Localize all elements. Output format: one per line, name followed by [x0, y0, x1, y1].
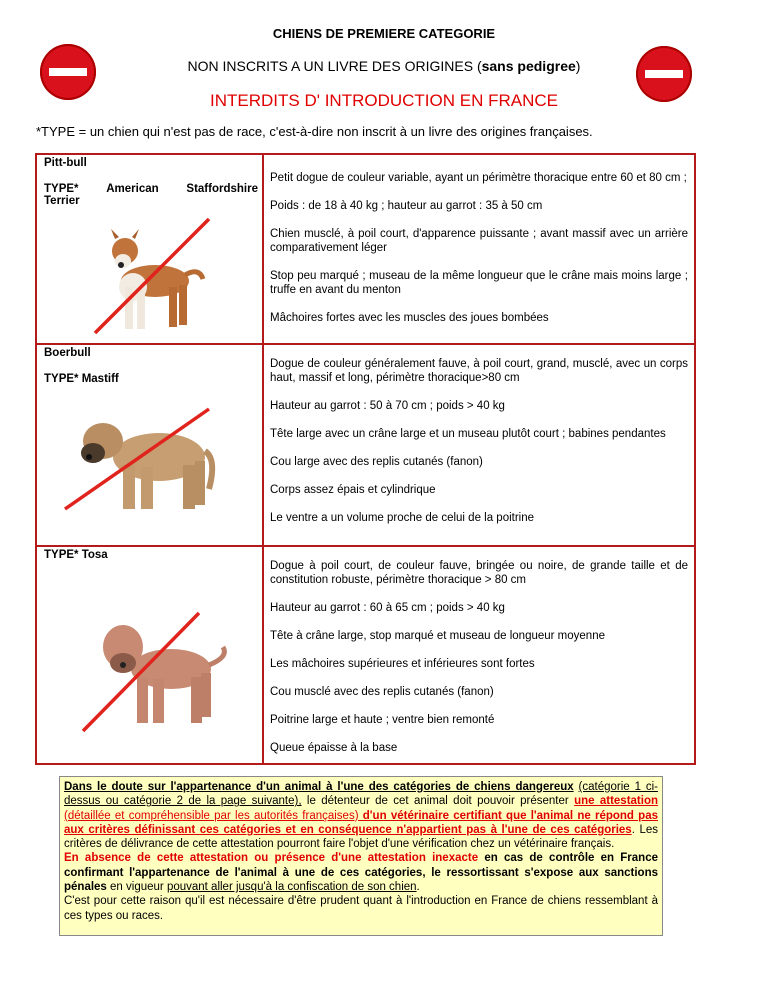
trait-text: Dogue de couleur généralement fauve, à poil court, grand, musclé, avec un corps haut, massif et long, périmètre thoracique>80 cm — [270, 358, 688, 384]
trait-text: Dogue à poil court, de couleur fauve, bringée ou noire, de grande taille et de constitution robuste, périmètre thoracique > 80 cm — [270, 560, 688, 586]
trait-text: Queue épaisse à la base — [270, 742, 398, 754]
breed-info-cell — [36, 154, 263, 344]
breed-name: Pitt-bull — [44, 157, 87, 169]
trait-text: Stop peu marqué ; museau de la même longueur que le crâne mais moins large ; truffe en avant du menton — [270, 270, 688, 296]
trait-text: Tête à crâne large, stop marqué et museau de longueur moyenne — [270, 630, 605, 642]
crossed-out-dog-photo-icon — [59, 399, 229, 521]
breeds-table — [35, 153, 696, 765]
trait-text: Hauteur au garrot : 60 à 65 cm ; poids > 40 kg — [270, 602, 505, 614]
breed-info-cell — [36, 344, 263, 546]
trait-text: Chien musclé, à poil court, d'apparence puissante ; avant massif avec un arrière comparativement léger — [270, 228, 688, 254]
breed-name: Boerbull — [44, 347, 91, 359]
crossed-out-dog-photo-icon — [77, 217, 227, 343]
trait-text: Le ventre a un volume proche de celui de la poitrine — [270, 512, 535, 524]
breed-info-cell — [36, 546, 263, 764]
trait-text: Poids : de 18 à 40 kg ; hauteur au garrot : 35 à 50 cm — [270, 200, 543, 212]
trait-text: Petit dogue de couleur variable, ayant un périmètre thoracique entre 60 et 80 cm ; — [270, 172, 687, 184]
breed-traits-cell — [263, 344, 695, 546]
no-entry-sign-icon — [636, 46, 692, 102]
breed-row-pitbull — [36, 154, 695, 344]
crossed-out-dog-photo-icon — [79, 607, 229, 737]
trait-text: Poitrine large et haute ; ventre bien remonté — [270, 714, 495, 726]
trait-text: Cou musclé avec des replis cutanés (fanon) — [270, 686, 494, 698]
no-entry-sign-icon — [40, 44, 96, 100]
breed-row-tosa — [36, 546, 695, 764]
legal-notice: Dans le doute sur l'appartenance d'un animal à l'une des catégories de chiens dangereux (catégorie 1 ci-dessus ou catégorie 2 de la page suivante), le détenteur de cet animal doit pouvoir présenter une attestation (détaillée et compréhensible par les autorités françaises) d'un vétérinaire certifiant que l'animal ne répond pas aux critères définissant ces catégories et en conséquence n'appartient pas à l'une de ces catégories. Les critères de délivrance de cette attestation pourront faire l'objet d'une vérification chez un vétérinaire français. En absence de cette attestation ou présence d'une attestation inexacte en cas de contrôle en France confirmant l'appartenance de l'animal à une de ces catégories, le ressortissant s'expose aux sanctions pénales en vigueur pouvant aller jusqu'à la confiscation de son chien. C'est pour cette raison qu'il est nécessaire d'être prudent quant à l'introduction en France de chiens ressemblant à ces types ou races. — [59, 776, 663, 936]
trait-text: Corps assez épais et cylindrique — [270, 484, 436, 496]
trait-text: Mâchoires fortes avec les muscles des joues bombées — [270, 312, 549, 324]
breed-type: TYPE* American Staffordshire Terrier — [44, 183, 258, 207]
trait-text: Tête large avec un crâne large et un museau plutôt court ; babines pendantes — [270, 428, 666, 440]
breed-traits-cell — [263, 154, 695, 344]
page-subtitle: NON INSCRITS A UN LIVRE DES ORIGINES (sans pedigree) — [187, 58, 581, 74]
breed-traits-cell — [263, 546, 695, 764]
page-title: CHIENS DE PREMIERE CATEGORIE — [272, 26, 496, 41]
ban-heading: INTERDITS D' INTRODUCTION EN FRANCE — [210, 91, 558, 110]
trait-text: Les mâchoires supérieures et inférieures sont fortes — [270, 658, 535, 670]
breed-type: TYPE* Mastiff — [44, 373, 119, 385]
type-definition: *TYPE = un chien qui n'est pas de race, c'est-à-dire non inscrit à un livre des origines françaises. — [36, 124, 593, 139]
breed-row-boerbull — [36, 344, 695, 546]
breed-type: TYPE* Tosa — [44, 549, 108, 561]
trait-text: Cou large avec des replis cutanés (fanon) — [270, 456, 483, 468]
trait-text: Hauteur au garrot : 50 à 70 cm ; poids > 40 kg — [270, 400, 505, 412]
